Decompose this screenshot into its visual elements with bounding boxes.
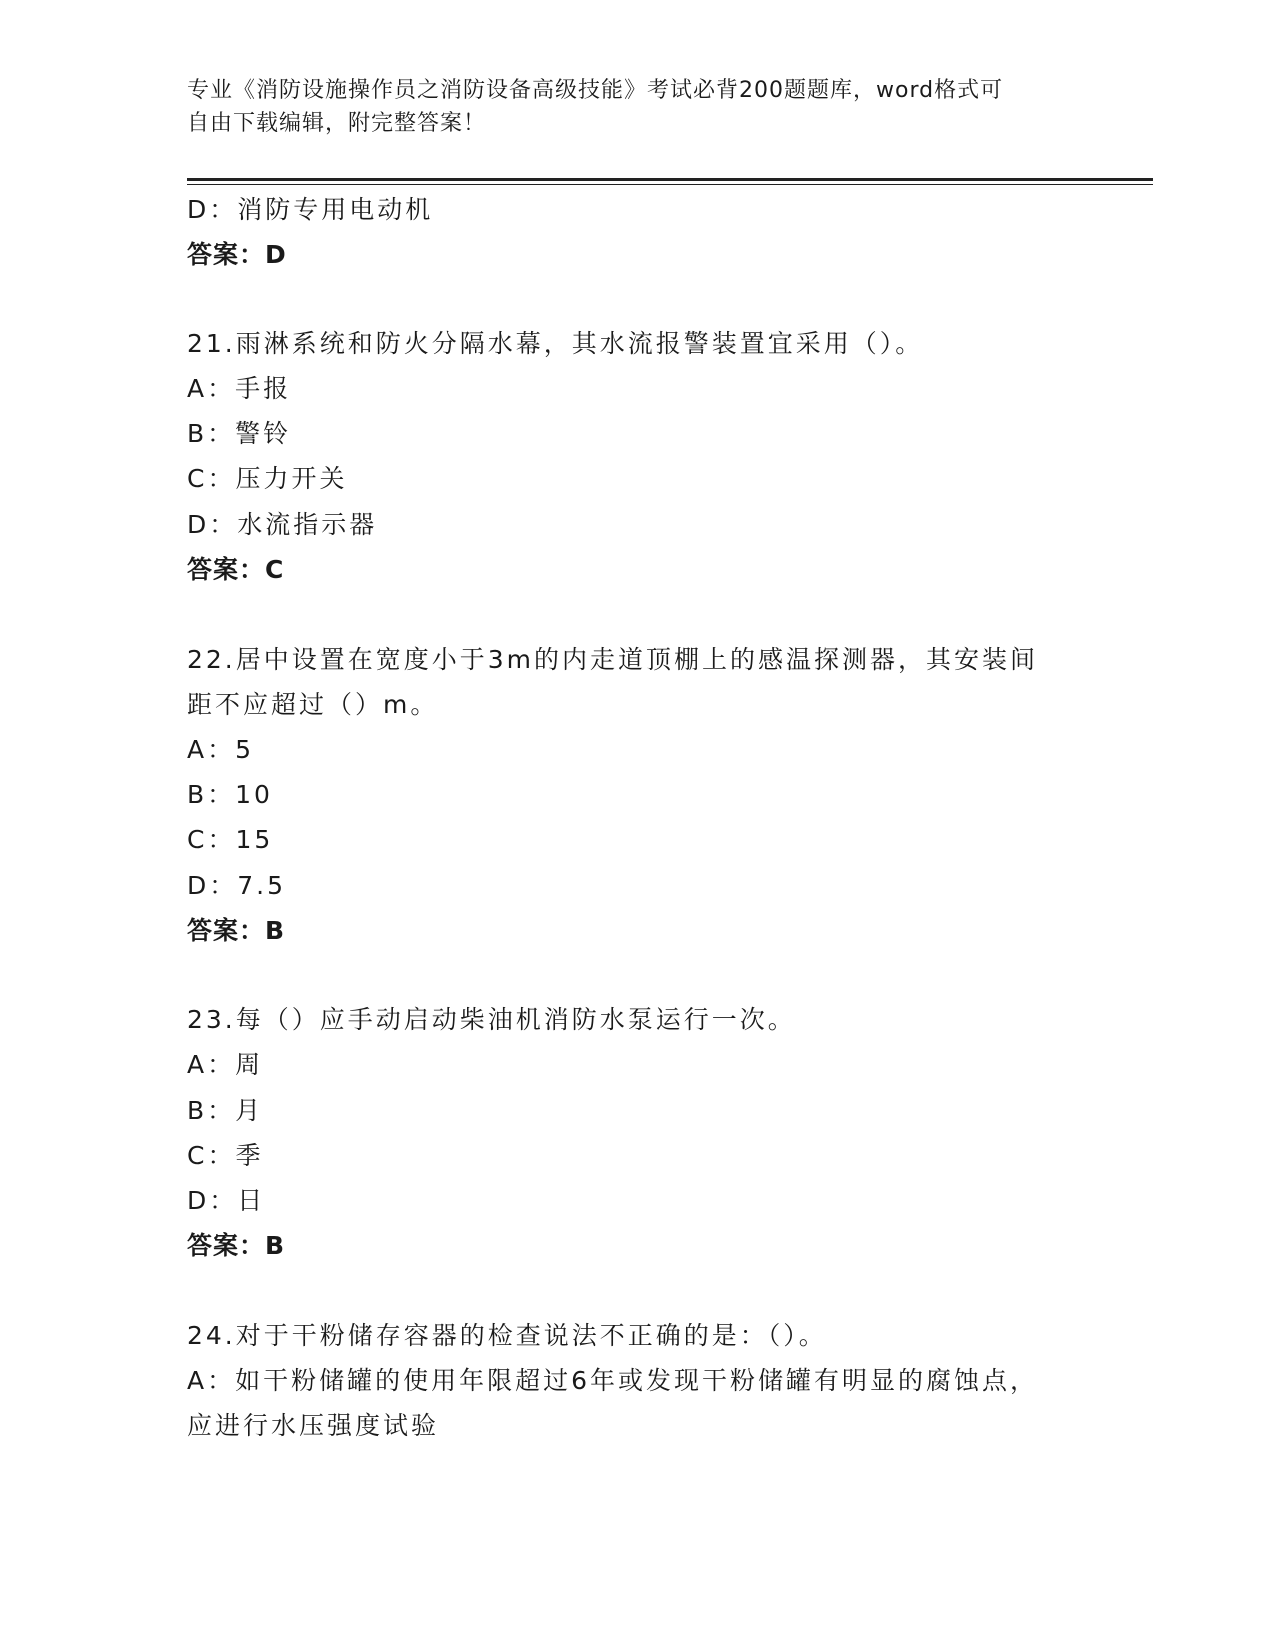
header-line-1: 专业《消防设施操作员之消防设备高级技能》考试必背200题题库，word格式可 — [187, 78, 1004, 103]
q22-option-b: B：10 — [187, 780, 273, 809]
q21-option-d: D：水流指示器 — [187, 510, 378, 539]
q24-option-a-line-2: 应进行水压强度试验 — [187, 1411, 440, 1440]
q21-option-c: C：压力开关 — [187, 464, 348, 493]
q23-option-a: A：周 — [187, 1050, 264, 1079]
q22-answer: 答案：B — [187, 916, 286, 945]
q24-question: 24.对于干粉储存容器的检查说法不正确的是：（）。 — [187, 1321, 827, 1350]
header-divider-thick — [187, 178, 1153, 181]
header-divider-thin — [187, 184, 1153, 185]
q21-question: 21.雨淋系统和防火分隔水幕，其水流报警装置宜采用（）。 — [187, 329, 924, 358]
q23-question: 23.每（）应手动启动柴油机消防水泵运行一次。 — [187, 1005, 796, 1034]
q22-question-line-2: 距不应超过（）m。 — [187, 690, 439, 719]
q23-option-c: C：季 — [187, 1141, 264, 1170]
q23-answer: 答案：B — [187, 1231, 286, 1260]
q22-option-c: C：15 — [187, 825, 274, 854]
q22-option-d: D：7.5 — [187, 871, 287, 900]
q20-option-d: D：消防专用电动机 — [187, 195, 434, 224]
q23-option-b: B：月 — [187, 1096, 264, 1125]
header-line-2: 自由下载编辑，附完整答案！ — [187, 111, 487, 136]
document-header — [187, 74, 1067, 140]
q21-option-b: B：警铃 — [187, 419, 292, 448]
q22-option-a: A：5 — [187, 735, 255, 764]
q23-option-d: D：日 — [187, 1186, 266, 1215]
q21-option-a: A：手报 — [187, 374, 292, 403]
q24-option-a-line-1: A：如干粉储罐的使用年限超过6年或发现干粉储罐有明显的腐蚀点， — [187, 1366, 1039, 1395]
q21-answer: 答案：C — [187, 555, 285, 584]
q20-answer: 答案：D — [187, 240, 287, 269]
q22-question-line-1: 22.居中设置在宽度小于3m的内走道顶棚上的感温探测器，其安装间 — [187, 645, 1039, 674]
